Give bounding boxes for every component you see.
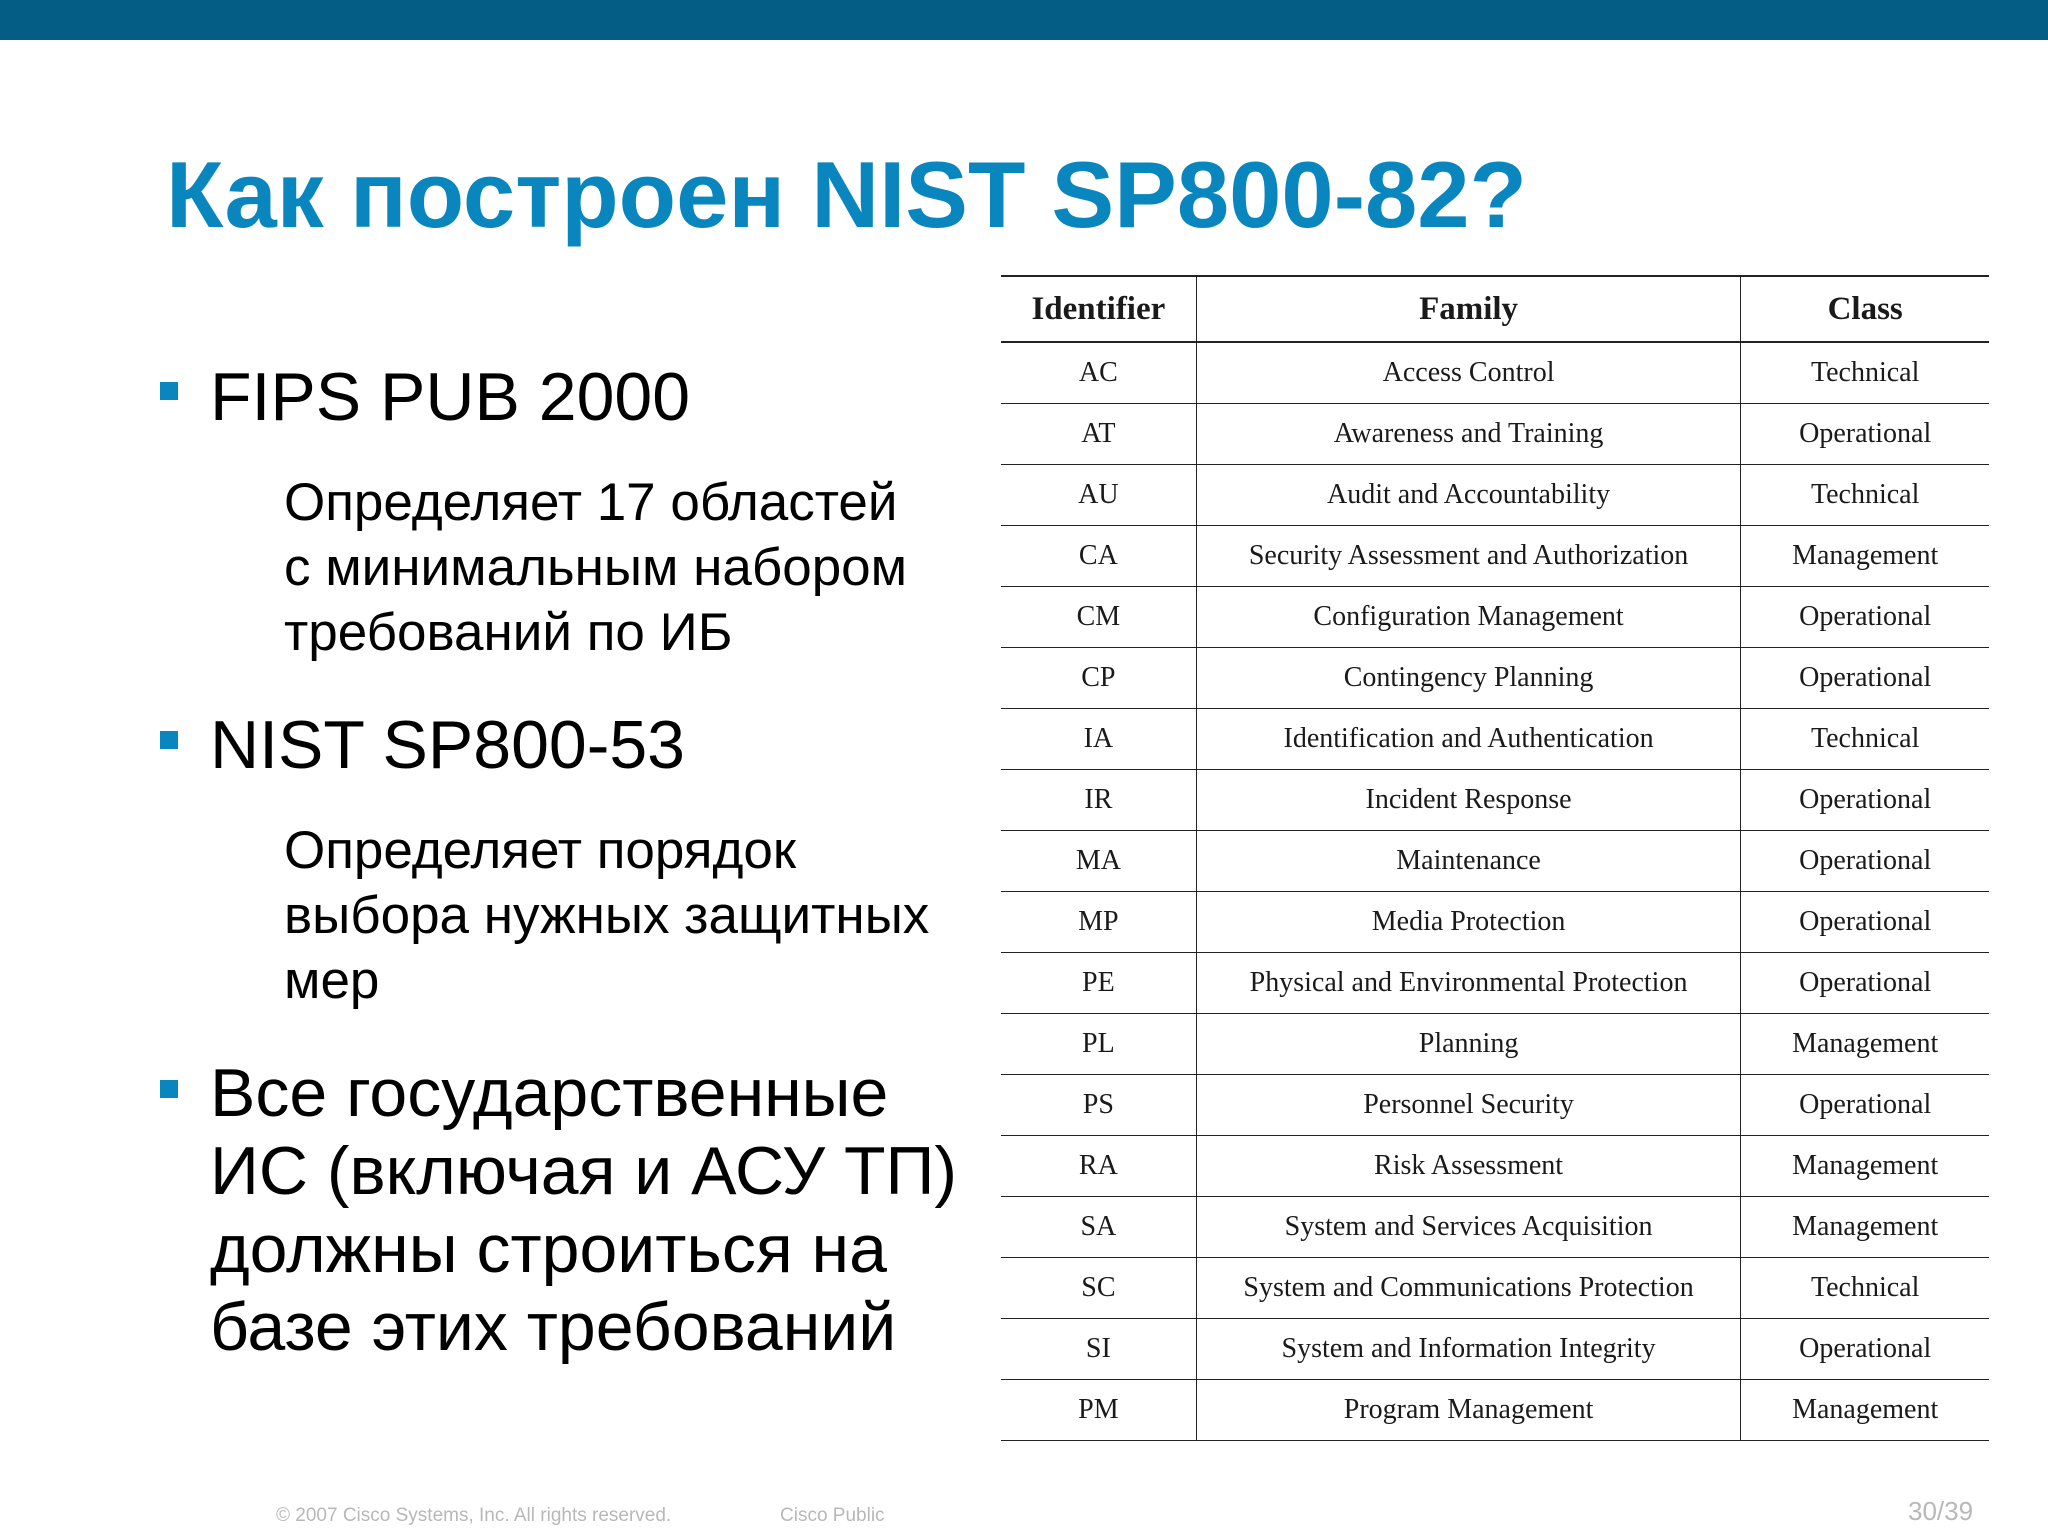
cell-family: Personnel Security xyxy=(1196,1075,1741,1136)
cell-class: Operational xyxy=(1741,587,1989,648)
cell-family: Incident Response xyxy=(1196,770,1741,831)
table-row xyxy=(1001,770,1989,831)
detail-line: Определяет 17 областей xyxy=(284,473,898,532)
top-bar xyxy=(0,0,2048,40)
detail-line: Определяет порядок xyxy=(284,821,797,880)
table-row xyxy=(1001,1380,1989,1441)
bullet-heading xyxy=(210,1054,957,1366)
cell-identifier: AC xyxy=(1001,342,1196,404)
cell-class: Operational xyxy=(1741,1075,1989,1136)
cell-identifier: MP xyxy=(1001,892,1196,953)
table-row xyxy=(1001,831,1989,892)
cell-identifier: IA xyxy=(1001,709,1196,770)
heading-line: базе этих требований xyxy=(210,1289,897,1365)
bullet-square-icon xyxy=(160,731,178,749)
cell-family: Contingency Planning xyxy=(1196,648,1741,709)
cell-identifier: PS xyxy=(1001,1075,1196,1136)
cell-identifier: CP xyxy=(1001,648,1196,709)
cell-family: Security Assessment and Authorization xyxy=(1196,526,1741,587)
bullet-heading: NIST SP800-53 xyxy=(210,707,686,783)
cell-family: Audit and Accountability xyxy=(1196,465,1741,526)
cell-identifier: PE xyxy=(1001,953,1196,1014)
cell-identifier: CA xyxy=(1001,526,1196,587)
cell-identifier: IR xyxy=(1001,770,1196,831)
table-row xyxy=(1001,1136,1989,1197)
cell-class: Operational xyxy=(1741,831,1989,892)
cell-identifier: AU xyxy=(1001,465,1196,526)
detail-line: требований по ИБ xyxy=(284,603,733,662)
table-row xyxy=(1001,892,1989,953)
column-header-identifier: Identifier xyxy=(1001,276,1196,342)
table-row xyxy=(1001,709,1989,770)
cell-identifier: PL xyxy=(1001,1014,1196,1075)
cell-class: Management xyxy=(1741,526,1989,587)
table-row xyxy=(1001,1319,1989,1380)
detail-line: выбора нужных защитных xyxy=(284,886,930,945)
cell-identifier: CM xyxy=(1001,587,1196,648)
table-row xyxy=(1001,1014,1989,1075)
cell-identifier: RA xyxy=(1001,1136,1196,1197)
bullet-heading: FIPS PUB 2000 xyxy=(210,359,691,435)
cell-family: Program Management xyxy=(1196,1380,1741,1441)
cell-identifier: AT xyxy=(1001,404,1196,465)
cell-class: Management xyxy=(1741,1014,1989,1075)
table-row xyxy=(1001,953,1989,1014)
bullet-detail xyxy=(284,470,907,665)
cell-class: Operational xyxy=(1741,953,1989,1014)
cell-class: Management xyxy=(1741,1136,1989,1197)
footer-copyright: © 2007 Cisco Systems, Inc. All rights reserved. xyxy=(276,1505,672,1526)
cell-family: Maintenance xyxy=(1196,831,1741,892)
cell-class: Management xyxy=(1741,1197,1989,1258)
column-header-class: Class xyxy=(1741,276,1989,342)
cell-family: Physical and Environmental Protection xyxy=(1196,953,1741,1014)
heading-line: должны строиться на xyxy=(210,1211,887,1287)
cell-family: Planning xyxy=(1196,1014,1741,1075)
cell-family: System and Communications Protection xyxy=(1196,1258,1741,1319)
cell-class: Management xyxy=(1741,1380,1989,1441)
cell-class: Technical xyxy=(1741,1258,1989,1319)
detail-line: мер xyxy=(284,951,380,1010)
cell-class: Technical xyxy=(1741,342,1989,404)
cell-family: Identification and Authentication xyxy=(1196,709,1741,770)
table-row xyxy=(1001,1075,1989,1136)
table-body xyxy=(1001,342,1989,1441)
cell-family: Media Protection xyxy=(1196,892,1741,953)
cell-identifier: SC xyxy=(1001,1258,1196,1319)
cell-identifier: MA xyxy=(1001,831,1196,892)
table-row xyxy=(1001,587,1989,648)
column-header-family: Family xyxy=(1196,276,1741,342)
slide-title: Как построен NIST SP800-82? xyxy=(166,142,1527,247)
detail-line: с минимальным набором xyxy=(284,538,908,597)
cell-class: Operational xyxy=(1741,1319,1989,1380)
bullet-square-icon xyxy=(160,382,178,400)
page-number: 30/39 xyxy=(1908,1496,1974,1526)
table-row xyxy=(1001,1258,1989,1319)
cell-class: Operational xyxy=(1741,892,1989,953)
cell-family: Access Control xyxy=(1196,342,1741,404)
table-row xyxy=(1001,465,1989,526)
cell-family: System and Services Acquisition xyxy=(1196,1197,1741,1258)
bullet-square-icon xyxy=(160,1080,178,1098)
cell-family: Configuration Management xyxy=(1196,587,1741,648)
cell-identifier: PM xyxy=(1001,1380,1196,1441)
cell-family: Awareness and Training xyxy=(1196,404,1741,465)
cell-class: Technical xyxy=(1741,465,1989,526)
heading-line: Все государственные xyxy=(210,1055,889,1131)
cell-class: Technical xyxy=(1741,709,1989,770)
control-families-table xyxy=(1001,275,1989,1441)
bullet-detail xyxy=(284,818,929,1013)
table-row xyxy=(1001,342,1989,404)
table-row xyxy=(1001,404,1989,465)
cell-family: System and Information Integrity xyxy=(1196,1319,1741,1380)
footer-classification: Cisco Public xyxy=(780,1505,885,1526)
cell-class: Operational xyxy=(1741,404,1989,465)
table-row xyxy=(1001,648,1989,709)
table-row xyxy=(1001,526,1989,587)
cell-identifier: SI xyxy=(1001,1319,1196,1380)
cell-identifier: SA xyxy=(1001,1197,1196,1258)
table-header-row xyxy=(1001,276,1989,342)
cell-class: Operational xyxy=(1741,648,1989,709)
table-row xyxy=(1001,1197,1989,1258)
cell-family: Risk Assessment xyxy=(1196,1136,1741,1197)
cell-class: Operational xyxy=(1741,770,1989,831)
heading-line: ИС (включая и АСУ ТП) xyxy=(210,1133,958,1209)
